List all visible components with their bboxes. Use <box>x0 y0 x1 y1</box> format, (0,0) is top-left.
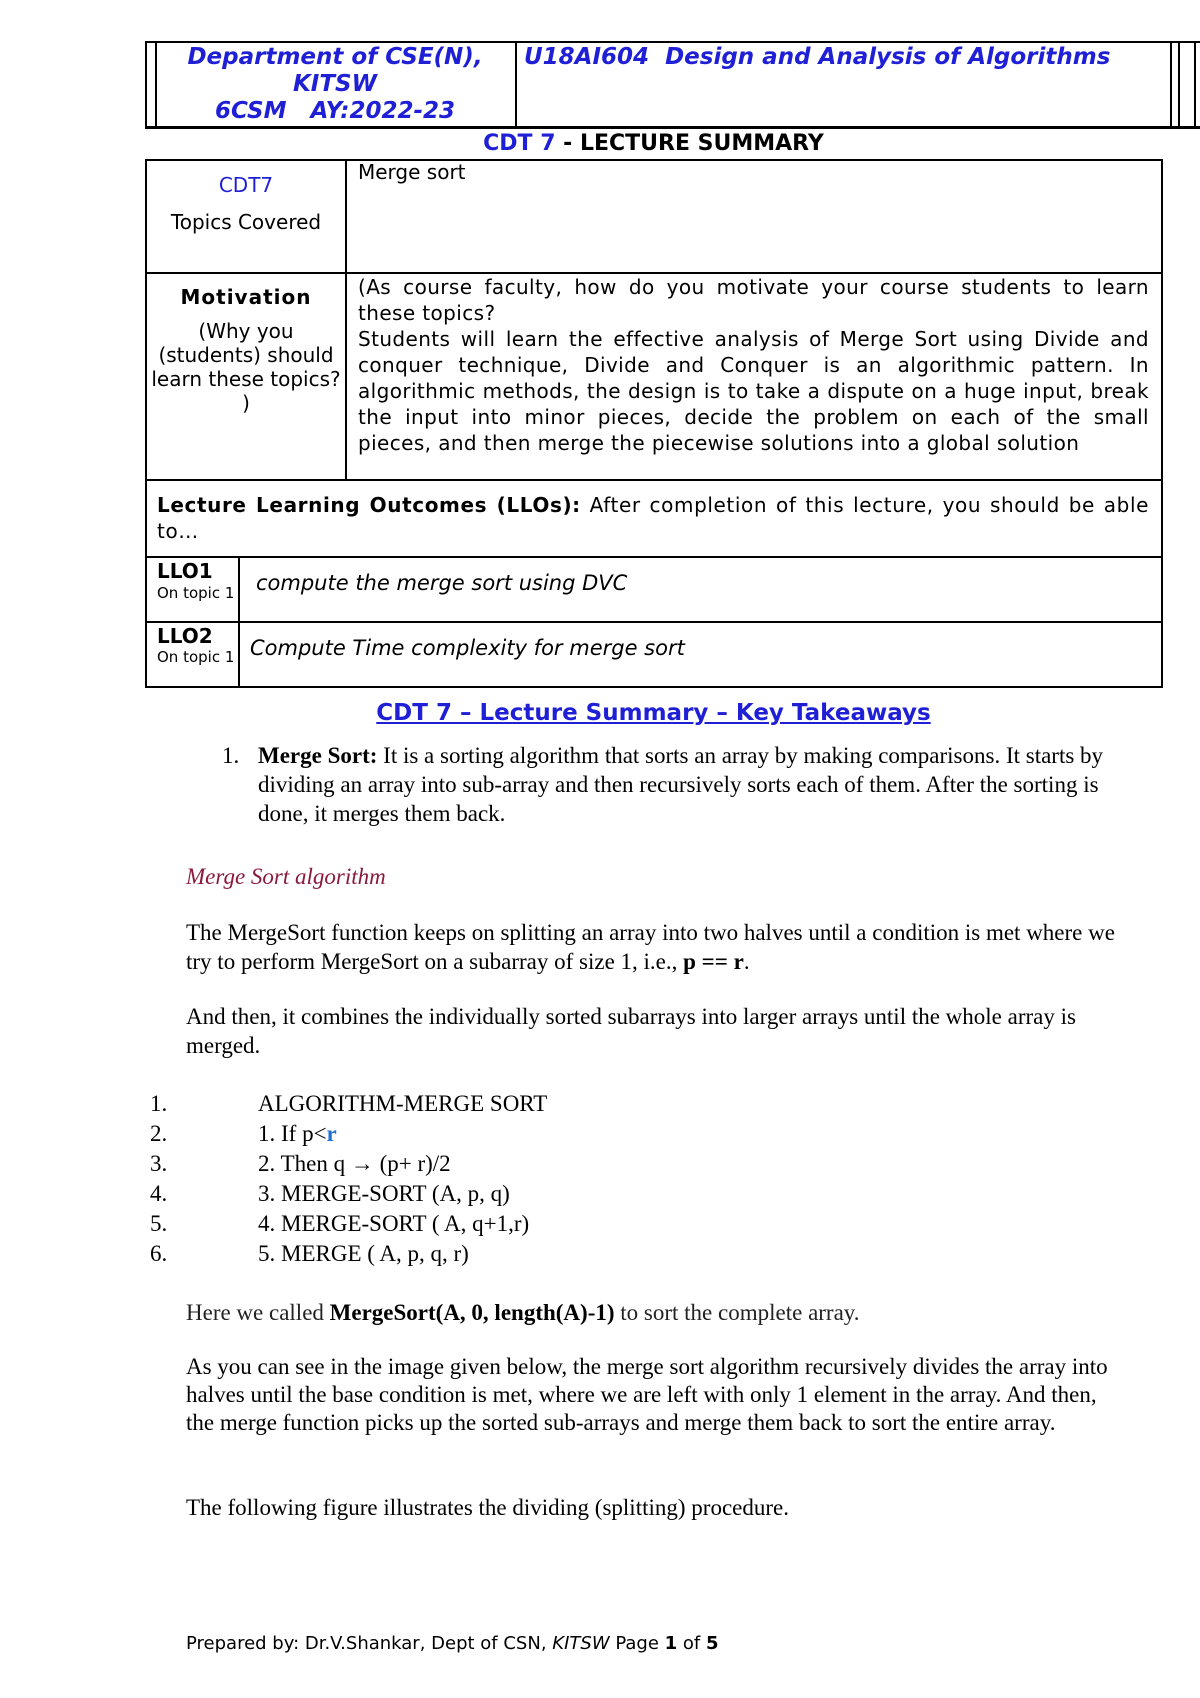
llo-intro-text: After completion of this lecture, you should be able to… <box>157 493 1150 543</box>
header-border <box>1194 41 1196 129</box>
summary-label: - LECTURE SUMMARY <box>555 131 824 156</box>
footer-author: Prepared by: Dr.V.Shankar, Dept of CSN, <box>186 1633 553 1654</box>
lecture-summary-title <box>145 131 1162 157</box>
key-takeaways-title: CDT 7 – Lecture Summary – Key Takeaways <box>376 700 931 726</box>
line-highlight: r <box>326 1121 337 1146</box>
algorithm-heading: Merge Sort algorithm <box>186 864 386 889</box>
list-number: 1. <box>222 743 240 768</box>
paragraph: As you can see in the image given below, the merge sort algorithm recursively divides the array into halves until the base condition is met, where we are left with only 1 element in the array. And then, the merge function picks up the sorted sub-arrays and merge them back to sort the entire array. <box>186 1354 1108 1435</box>
department-info <box>160 44 510 125</box>
motivation-cell <box>150 285 342 415</box>
paragraph <box>186 1298 1126 1327</box>
paragraph-end: . <box>743 949 750 974</box>
page-total: 5 <box>705 1633 719 1654</box>
topics-code: CDT7 <box>218 173 274 197</box>
footer-page-label: Page <box>609 1633 665 1654</box>
llo1-topic: On topic 1 <box>157 584 235 602</box>
paragraph <box>186 918 1126 976</box>
paragraph-text: The MergeSort function keeps on splitting an array into two halves until a condition is met where we try to perform MergeSort on a subarray of size 1, i.e., <box>186 920 1115 974</box>
cdt-code: CDT 7 <box>483 131 556 156</box>
line-number: 3. <box>150 1151 168 1176</box>
table-rule <box>345 159 347 480</box>
institute-name: KITSW <box>292 71 377 97</box>
header-border <box>145 41 147 129</box>
paragraph-text: Here we called <box>186 1300 330 1325</box>
merge-sort-definition: It is a sorting algorithm that sorts an array by making comparisons. It starts by dividing an array into sub-array and then recursively sorts each of them. After the sorting is done, it merges them back. <box>258 743 1104 826</box>
page-footer <box>186 1632 719 1656</box>
motivation-sublabel: (Why you (students) should learn these topics? ) <box>151 319 341 415</box>
header-border <box>1170 41 1172 129</box>
line-text: 4. MERGE-SORT ( A, q+1,r) <box>258 1211 530 1236</box>
header-border <box>1178 41 1180 129</box>
paragraph-text: to sort the complete array. <box>614 1300 860 1325</box>
line-number: 2. <box>150 1121 168 1146</box>
motivation-prompt: (As course faculty, how do you motivate your course students to learn these topics? <box>358 275 1149 325</box>
table-rule <box>145 556 1163 558</box>
paragraph: And then, it combines the individually sorted subarrays into larger arrays until the whole array is merged. <box>186 1004 1076 1058</box>
footer-institute: KITSW <box>552 1633 610 1654</box>
table-rule <box>145 479 1163 481</box>
line-text: 1. If p< <box>258 1121 327 1146</box>
line-text: 2. Then q → (p+ r)/2 <box>258 1151 451 1176</box>
line-text: ALGORITHM-MERGE SORT <box>258 1091 548 1116</box>
motivation-text-cell <box>358 274 1149 456</box>
llo1-code: LLO1 <box>157 559 213 583</box>
page-number: 1 <box>664 1633 678 1654</box>
header-divider <box>515 41 517 129</box>
class-year: 6CSM AY:2022-23 <box>214 98 456 124</box>
llo-intro-heading: Lecture Learning Outcomes (LLOs): <box>157 493 581 517</box>
function-call: MergeSort(A, 0, length(A)-1) <box>329 1300 615 1325</box>
course-title: U18AI604 Design and Analysis of Algorithms <box>524 44 1111 70</box>
line-text: 3. MERGE-SORT (A, p, q) <box>258 1181 510 1206</box>
merge-sort-term: Merge Sort: <box>258 743 378 768</box>
line-number: 1. <box>150 1091 168 1116</box>
base-condition: p == r <box>683 949 744 974</box>
line-number: 5. <box>150 1211 168 1236</box>
line-text: 5. MERGE ( A, p, q, r) <box>258 1241 469 1266</box>
llo2-text: Compute Time complexity for merge sort <box>250 636 685 660</box>
motivation-text: Students will learn the effective analysis of Merge Sort using Divide and conquer technique, Divide and Conquer is an algorithmic pattern. In algorithmic methods, the design is to take a dispute on a huge input, break the input into minor pieces, decide the problem on each of the small pieces, and then merge the piecewise solutions into a global solution <box>358 327 1149 455</box>
header-border <box>155 41 157 129</box>
topics-cell <box>148 173 344 235</box>
paragraph: The following figure illustrates the dividing (splitting) procedure. <box>186 1495 789 1520</box>
footer-of-label: of <box>677 1633 706 1654</box>
llo2-topic: On topic 1 <box>157 648 235 666</box>
llo2-code: LLO2 <box>157 624 213 648</box>
line-number: 4. <box>150 1181 168 1206</box>
table-rule <box>145 621 1163 623</box>
list-item <box>222 741 1134 828</box>
department-name: Department of CSE(N), <box>187 44 483 70</box>
table-rule <box>238 556 240 688</box>
motivation-label: Motivation <box>180 285 312 309</box>
topics-label: Topics Covered <box>170 210 322 234</box>
line-number: 6. <box>150 1241 168 1266</box>
topics-value: Merge sort <box>358 160 466 184</box>
llo1-text: compute the merge sort using DVC <box>256 571 628 595</box>
llo-intro <box>157 492 1149 544</box>
